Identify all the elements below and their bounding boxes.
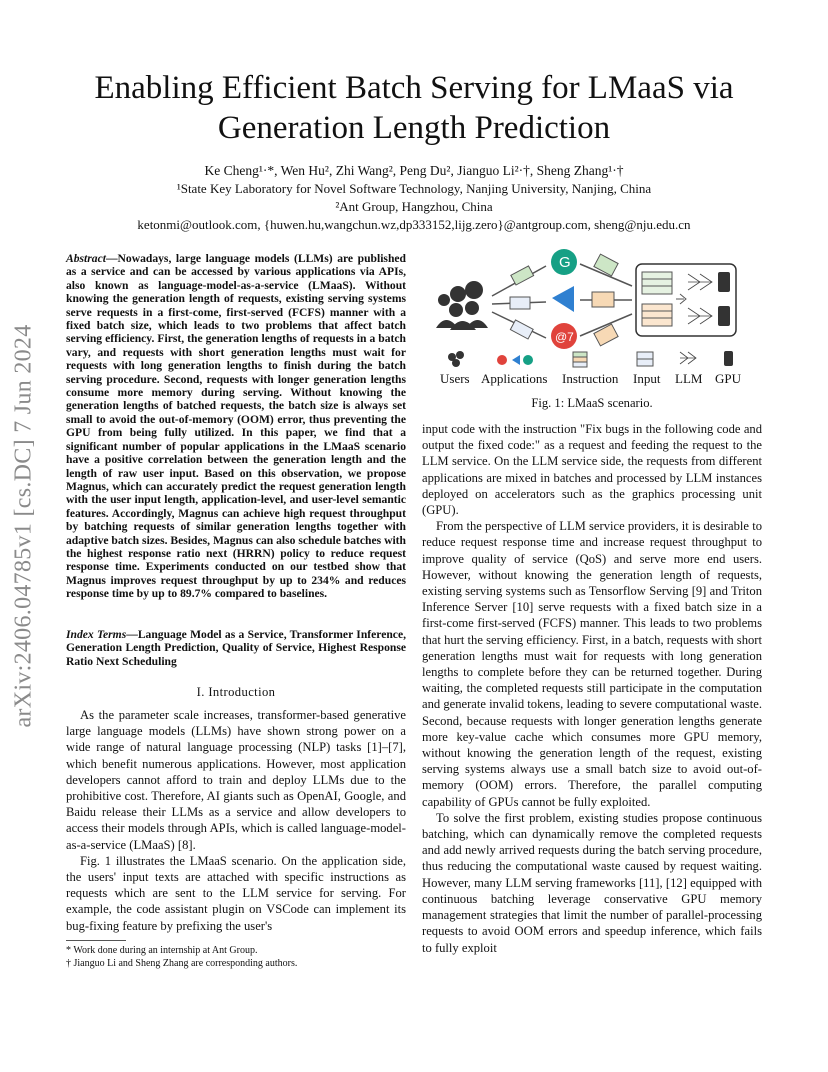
index-terms	[66, 628, 406, 668]
svg-text:@7: @7	[555, 330, 574, 344]
abstract-text: —Nowadays, large language models (LLMs) are published as a service and can be accessed by various applications via APIs, also known as language-model-as-a-service (LMaaS). Without knowing the generation length of requests, existing serving systems serve requests in a first-come, first-served (FCFS) manner with a fixed batch size, which leads to two problems that affect batch serving efficiency. First, the generation lengths of requests in a batch vary, and requests with short generation lengths must wait for requests with long generation lengths to finish during the batch serving procedure. Second, requests with longer generation lengths consume more memory during serving. Without knowing the generation lengths of batched requests, the batch size is always set small to avoid the out-of-memory (OOM) error, thus preventing the GPU from being fully utilized. In this paper, we find that a significant number of popular applications in the LMaaS scenario have a positive correlation between the generation length and the length of raw user input. Based on this observation, we propose Magnus, which can accurately predict the request generation length with the user input length, application-level, and user-level semantic features. Accordingly, Magnus can achieve high request throughput by batching requests of similar generation lengths together with adaptive batch sizes. Besides, Magnus can also schedule batches with the highest response ratio next (HRRN) policy to reduce request response time. Experiments conducted on our testbed show that Magnus improves request throughput by up to 234% and reduces response time by up to 89.7% compared to baselines.	[66, 252, 406, 601]
index-terms-label: Index Terms	[66, 628, 127, 641]
input-legend-icon	[637, 352, 653, 366]
title-line-2: Generation Length Prediction	[217, 110, 611, 146]
footnote-rule	[66, 940, 126, 941]
legend-label-input: Input	[633, 371, 661, 386]
legend-label-instruction: Instruction	[562, 371, 619, 386]
intro-left-column	[66, 707, 406, 934]
applications-legend-icon	[497, 355, 533, 365]
llm-legend-icon	[680, 352, 696, 364]
lmaas-scenario-figure	[430, 244, 760, 394]
intro-paragraph: Fig. 1 illustrates the LMaaS scenario. On the application side, the users' input texts are attached with specific instructions as requests which are sent to the LLM service for serving. For example, the code assistant plugin on VSCode can implement its bug-fixing feature by prefixing the user's	[66, 853, 406, 933]
users-icon	[436, 281, 488, 330]
legend-label-applications: Applications	[481, 371, 548, 386]
affiliation-2: ²Ant Group, Hangzhou, China	[335, 199, 493, 214]
footnote: † Jianguo Li and Sheng Zhang are corresponding authors.	[66, 957, 298, 969]
author-list: Ke Cheng¹·*, Wen Hu², Zhi Wang², Peng Du², Jianguo Li²·†, Sheng Zhang¹·†	[204, 163, 624, 178]
intro-paragraph: As the parameter scale increases, transformer-based generative large language models (LLMs) have shown strong power on a wide range of natural language processing (NLP) tasks [1]–[7], which benefit numerous applications. However, most application developers cannot afford to train and deploy LLMs due to the prohibitive cost. Therefore, AI giants such as OpenAI, Google, and Baidu release their LLMs as a service and allow developers to access their models through APIs, which is called language-model-as-a-service (LMaaS) [8].	[66, 708, 406, 852]
author-emails: ketonmi@outlook.com, {huwen.hu,wangchun.wz,dp333152,lijg.zero}@antgroup.com, sheng@nju.edu.cn	[137, 217, 691, 232]
arxiv-sidebar-stamp	[6, 296, 42, 756]
figure-caption: Fig. 1: LMaaS scenario.	[531, 396, 653, 410]
legend-label-gpu: GPU	[715, 371, 742, 386]
footnote: * Work done during an internship at Ant Group.	[66, 945, 258, 956]
request-card-icon	[592, 254, 618, 346]
abstract	[66, 252, 406, 601]
input-card-icon	[510, 266, 534, 339]
index-terms-text: —Language Model as a Service, Transformer Inference, Generation Length Prediction, Quality of Service, Highest Response Ratio Next Scheduling	[66, 628, 406, 668]
users-legend-icon	[448, 351, 464, 367]
abstract-label: Abstract	[66, 252, 106, 265]
affiliation-1: ¹State Key Laboratory for Novel Software Technology, Nanjing University, Nanjing, China	[176, 181, 652, 196]
legend-label-users: Users	[440, 371, 470, 386]
footnotes	[66, 945, 406, 970]
section-heading: I. Introduction	[196, 685, 276, 699]
intro-paragraph: To solve the first problem, existing studies propose continuous batching, which can dynamically remove the completed requests and add newly arrived requests during the batch serving procedure, thus reducing the computational waste caused by request waiting. However, many LLM serving frameworks [11], [12] equipped with continuous batching leverage conservative GPU memory management strategies that limit the number of parallel-processing requests to avoid OOM errors and speedup inference, which fails to fully exploit	[422, 810, 762, 955]
intro-right-column	[422, 421, 762, 956]
instruction-legend-icon	[573, 352, 587, 367]
paper-title	[60, 68, 768, 148]
title-line-1: Enabling Efficient Batch Serving for LMaaS via	[94, 70, 734, 106]
intro-paragraph: input code with the instruction "Fix bugs in the following code and output the fixed code:" as a request and feeding the request to the LLM service. On the LLM service side, the requests from different applications are mixed in batches and processed by LLM instances deployed on accelerators such as the graphics processing unit (GPU).	[422, 422, 762, 518]
legend-label-llm: LLM	[675, 371, 703, 386]
svg-text:G: G	[559, 254, 571, 271]
vscode-app-icon	[552, 286, 574, 312]
gpu-legend-icon	[724, 351, 733, 366]
intro-paragraph: From the perspective of LLM service providers, it is desirable to reduce request response time and increase request throughput to improve quality of service (QoS) and serve more end users. However, without knowing the generation length of requests, existing serving systems such as Tensorflow Serving [9] and Triton Inference Server [10] serve requests with a fixed batch size in a first-come first-served (FCFS) manner. This leads to two problems that hurt the serving efficiency. First, in a batch, requests with short generation lengths must wait for requests with long generation lengths to complete before they can be returned together. During waiting, the completed requests still participate in the computation and generate invalid tokens, leading to severe computational waste. Second, because requests with longer generation lengths generate more key-value cache which consumes more GPU memory, without knowing the generation length of the request, existing serving systems always use a small batch size to avoid out-of-memory (OOM) errors. Therefore, the parallel computing capability of GPUs cannot be fully exploited.	[422, 519, 762, 809]
arxiv-id: arXiv:2406.04785v1 [cs.DC] 7 Jun 2024	[10, 324, 37, 728]
